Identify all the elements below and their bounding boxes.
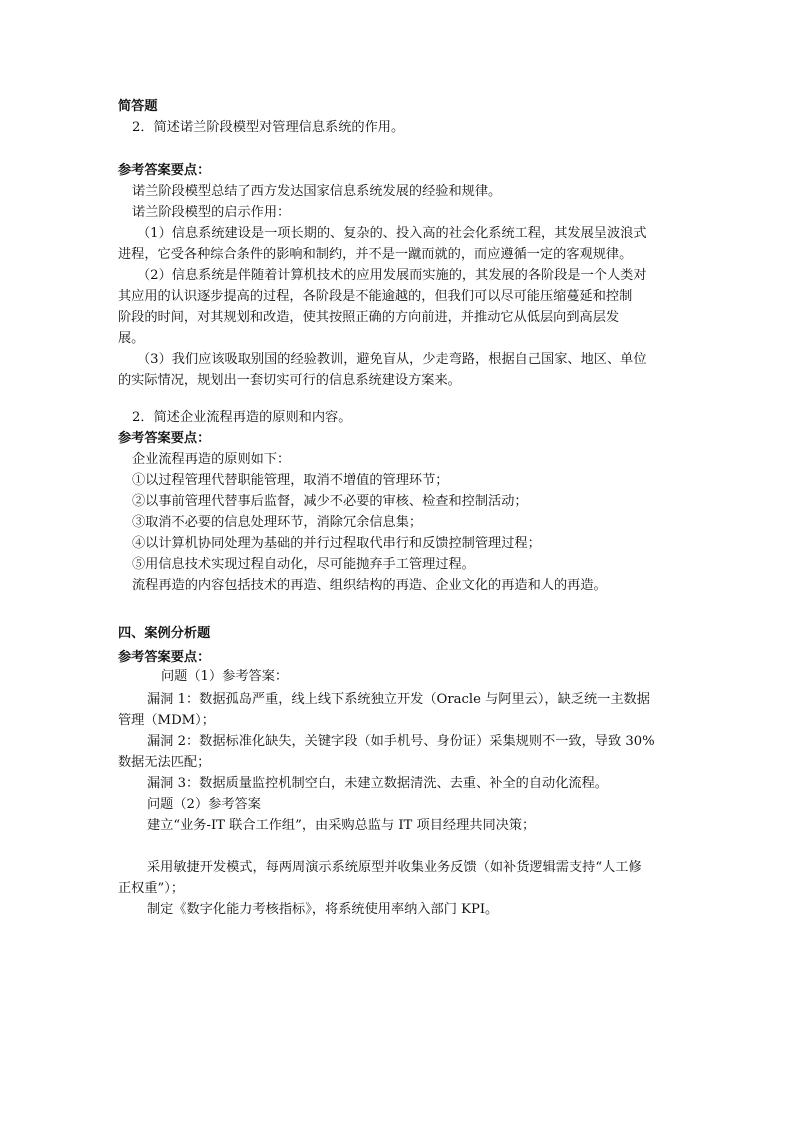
answer-1-line: 其应用的认识逐步提高的过程，各阶段是不能逾越的，但我们可以尽可能压缩蔓延和控制 bbox=[118, 289, 633, 304]
answer-1-line: 进程，它受各种综合条件的影响和制约，并不是一蹴而就的，而应遵循一定的客观规律。 bbox=[118, 247, 633, 262]
answer-1-line: 展。 bbox=[118, 331, 145, 346]
answer-3-line: 问题（1）参考答案： bbox=[161, 669, 289, 684]
section-title-short-answer: 简答题 bbox=[118, 99, 158, 114]
reference-heading-1: 参考答案要点： bbox=[118, 163, 211, 178]
answer-3-line: 漏洞 2：数据标准化缺失，关键字段（如手机号、身份证）采集规则不一致，导致 30% bbox=[147, 734, 655, 749]
answer-3-line: 管理（MDM）； bbox=[118, 713, 215, 728]
answer-2-line: ④以计算机协同处理为基础的并行过程取代串行和反馈控制管理过程； bbox=[132, 536, 541, 551]
answer-3-line: 漏洞 3：数据质量监控机制空白，未建立数据清洗、去重、补全的自动化流程。 bbox=[147, 776, 608, 791]
answer-3-line: 问题（2）参考答案 bbox=[147, 797, 261, 812]
section-title-case-analysis: 四、案例分析题 bbox=[118, 626, 211, 641]
answer-2-line: ⑤用信息技术实现过程自动化，尽可能抛弃手工管理过程。 bbox=[132, 557, 475, 572]
answer-1-line: 阶段的时间，对其规划和改造，使其按照正确的方向前进，并推动它从低层向到高层发 bbox=[118, 310, 620, 325]
answer-3-line: 采用敏捷开发模式，每两周演示系统原型并收集业务反馈（如补货逻辑需支持“人工修 bbox=[147, 860, 642, 875]
answer-1-line: 诺兰阶段模型的启示作用： bbox=[132, 205, 291, 220]
answer-3-line: 正权重”）； bbox=[118, 881, 185, 896]
question-2: 2．简述企业流程再造的原则和内容。 bbox=[132, 410, 352, 425]
reference-heading-2: 参考答案要点： bbox=[118, 431, 211, 446]
answer-3-line: 制定《数字化能力考核指标》，将系统使用率纳入部门 KPI。 bbox=[147, 902, 499, 917]
reference-heading-3: 参考答案要点： bbox=[118, 650, 211, 665]
answer-2-line: ③取消不必要的信息处理环节，消除冗余信息集； bbox=[132, 515, 423, 530]
answer-1-line: （1）信息系统建设是一项长期的、复杂的、投入高的社会化系统工程，其发展呈波浪式 bbox=[137, 226, 647, 241]
answer-1-line: （3）我们应该吸取别国的经验教训，避免盲从，少走弯路，根据自己国家、地区、单位 bbox=[137, 352, 647, 367]
answer-3-line: 建立“业务-IT 联合工作组”，由采购总监与 IT 项目经理共同决策； bbox=[147, 818, 536, 833]
answer-3-line: 漏洞 1：数据孤岛严重，线上线下系统独立开发（Oracle 与阿里云），缺乏统一主数据 bbox=[147, 692, 650, 707]
answer-1-line: 诺兰阶段模型总结了西方发达国家信息系统发展的经验和规律。 bbox=[132, 184, 502, 199]
question-1: 2．简述诺兰阶段模型对管理信息系统的作用。 bbox=[132, 120, 405, 135]
answer-2-line: ①以过程管理代替职能管理，取消不增值的管理环节； bbox=[132, 473, 449, 488]
answer-1-line: 的实际情况，规划出一套切实可行的信息系统建设方案来。 bbox=[118, 373, 461, 388]
answer-2-line: 流程再造的内容包括技术的再造、组织结构的再造、企业文化的再造和人的再造。 bbox=[132, 578, 607, 593]
answer-2-line: 企业流程再造的原则如下： bbox=[132, 452, 291, 467]
answer-3-line: 数据无法匹配； bbox=[118, 755, 211, 770]
answer-2-line: ②以事前管理代替事后监督，减少不必要的审核、检查和控制活动； bbox=[132, 494, 528, 509]
answer-1-line: （2）信息系统是伴随着计算机技术的应用发展而实施的，其发展的各阶段是一个人类对 bbox=[137, 268, 647, 283]
